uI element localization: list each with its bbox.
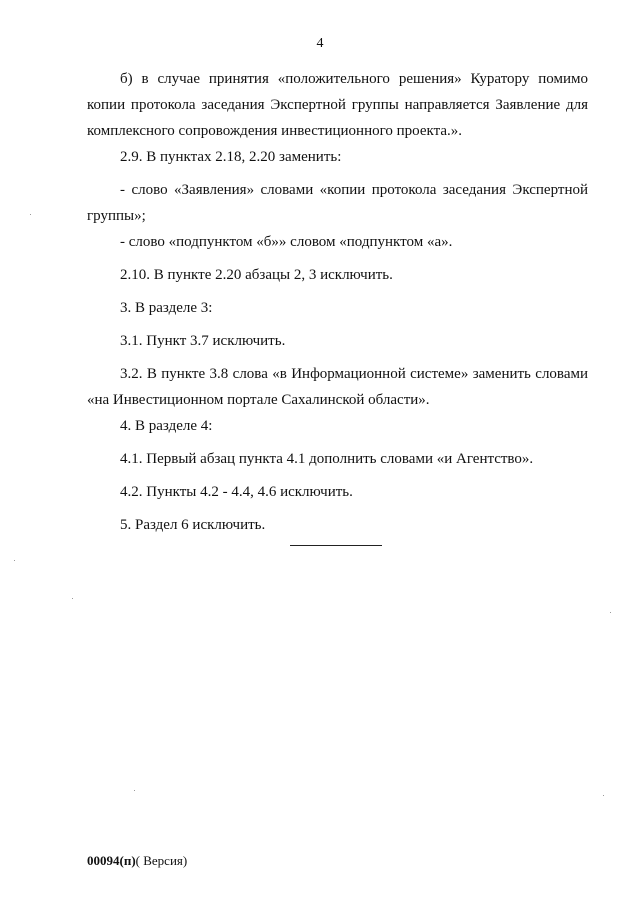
paragraph-2-10: 2.10. В пункте 2.20 абзацы 2, 3 исключить. — [120, 267, 393, 283]
paragraph-4-1: 4.1. Первый абзац пункта 4.1 дополнить словами «и Агентство». — [120, 451, 534, 467]
scan-speck — [14, 560, 15, 561]
scan-speck — [72, 598, 73, 599]
paragraph-section-4: 4. В разделе 4: — [120, 418, 213, 434]
paragraph-3-2: 3.2. В пункте 3.8 слова «в Информационной системе» заменить словами «на Инвестиционном портале Сахалинской области». — [87, 366, 588, 408]
footer-document-id — [87, 853, 187, 869]
paragraph-4-2: 4.2. Пункты 4.2 - 4.4, 4.6 исключить. — [120, 484, 353, 500]
footer-version: ( Версия) — [135, 853, 188, 868]
document-body — [87, 66, 588, 545]
paragraph-replace-word-applications: - слово «Заявления» словами «копии протокола заседания Экспертной группы»; — [87, 182, 588, 224]
scan-speck — [30, 214, 31, 215]
footer-code: 00094(п) — [87, 853, 136, 868]
paragraph-replace-word-subpoint: - слово «подпунктом «б»» словом «подпунктом «а». — [120, 234, 453, 250]
paragraph-3-1: 3.1. Пункт 3.7 исключить. — [120, 333, 286, 349]
scan-speck — [610, 612, 611, 613]
paragraph-section-3: 3. В разделе 3: — [120, 300, 213, 316]
paragraph-5: 5. Раздел 6 исключить. — [120, 517, 266, 533]
page-number: 4 — [316, 36, 324, 51]
paragraph-2-9: 2.9. В пунктах 2.18, 2.20 заменить: — [120, 149, 342, 165]
scan-speck — [134, 790, 135, 791]
paragraph-curator-application: б) в случае принятия «положительного решения» Куратору помимо копии протокола заседания Экспертной группы направляется Заявление для комплексного сопровождения инвестиционного проекта.». — [87, 71, 588, 139]
scan-speck — [603, 795, 604, 796]
end-divider-line — [290, 545, 382, 546]
